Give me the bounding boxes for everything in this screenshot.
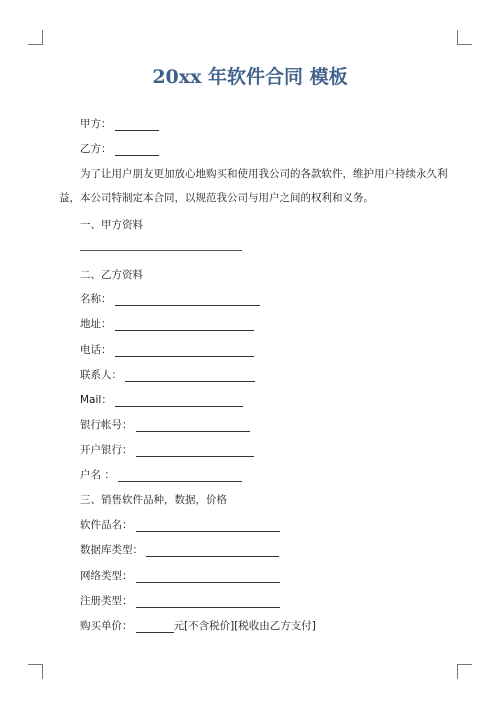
phone-blank[interactable] xyxy=(115,345,254,357)
section-2-heading: 二、乙方资料 xyxy=(80,269,143,281)
bank-label: 开户银行： xyxy=(80,444,133,456)
party-a-label: 甲方： xyxy=(80,118,112,130)
section-3-heading: 三、销售软件品种，数据，价格 xyxy=(80,494,227,506)
register-type-blank[interactable] xyxy=(136,596,280,608)
name-blank[interactable] xyxy=(115,294,260,306)
register-type-line xyxy=(80,594,280,608)
unit-price-line xyxy=(80,619,316,633)
unit-price-blank[interactable] xyxy=(136,621,174,633)
name-label: 名称： xyxy=(80,293,112,305)
crop-mark-top-right xyxy=(457,30,472,45)
db-type-label: 数据库类型： xyxy=(80,544,143,556)
network-type-line xyxy=(80,569,280,583)
contact-blank[interactable] xyxy=(125,370,255,382)
db-type-line xyxy=(80,543,279,557)
address-label: 地址： xyxy=(80,318,112,330)
document-title: 20xx 年软件合同 模板 xyxy=(152,66,348,88)
party-a-info-blank[interactable] xyxy=(80,250,242,251)
bank-line xyxy=(80,443,254,457)
mail-blank[interactable] xyxy=(115,395,243,407)
party-b-line xyxy=(80,142,159,156)
crop-mark-bottom-left xyxy=(28,664,43,679)
db-type-blank[interactable] xyxy=(146,545,279,557)
crop-mark-bottom-right xyxy=(457,664,472,679)
network-type-blank[interactable] xyxy=(136,571,280,583)
software-name-blank[interactable] xyxy=(136,520,280,532)
network-type-label: 网络类型： xyxy=(80,570,133,582)
bank-account-line xyxy=(80,418,250,432)
address-line xyxy=(80,317,254,331)
account-name-line xyxy=(80,468,242,482)
party-b-blank[interactable] xyxy=(115,144,159,156)
intro-text-line-2: 益，本公司特制定本合同，以规范我公司与用户之间的权利和义务。 xyxy=(59,192,374,204)
name-line xyxy=(80,292,260,306)
account-name-label: 户名 ： xyxy=(80,469,115,481)
account-name-blank[interactable] xyxy=(118,470,242,482)
party-b-label: 乙方： xyxy=(80,143,112,155)
bank-account-blank[interactable] xyxy=(136,420,250,432)
contact-line xyxy=(80,368,255,382)
bank-blank[interactable] xyxy=(136,445,254,457)
mail-label: Mail： xyxy=(80,394,112,406)
mail-line xyxy=(80,393,243,407)
phone-line xyxy=(80,343,254,357)
bank-account-label: 银行帐号： xyxy=(80,419,133,431)
unit-price-label: 购买单价： xyxy=(80,620,133,632)
register-type-label: 注册类型： xyxy=(80,595,133,607)
phone-label: 电话： xyxy=(80,344,112,356)
unit-price-suffix: 元[不含税价][税收由乙方支付] xyxy=(173,620,316,632)
party-a-line xyxy=(80,117,159,131)
contact-label: 联系人： xyxy=(80,369,122,381)
software-name-label: 软件品名： xyxy=(80,519,133,531)
software-name-line xyxy=(80,518,280,532)
address-blank[interactable] xyxy=(115,319,254,331)
party-a-blank[interactable] xyxy=(115,119,159,131)
section-1-heading: 一、甲方资料 xyxy=(80,219,143,231)
intro-text-line-1: 为了让用户朋友更加放心地购买和使用我公司的各款软件，维护用户持续永久利 xyxy=(80,168,448,180)
crop-mark-top-left xyxy=(28,30,43,45)
